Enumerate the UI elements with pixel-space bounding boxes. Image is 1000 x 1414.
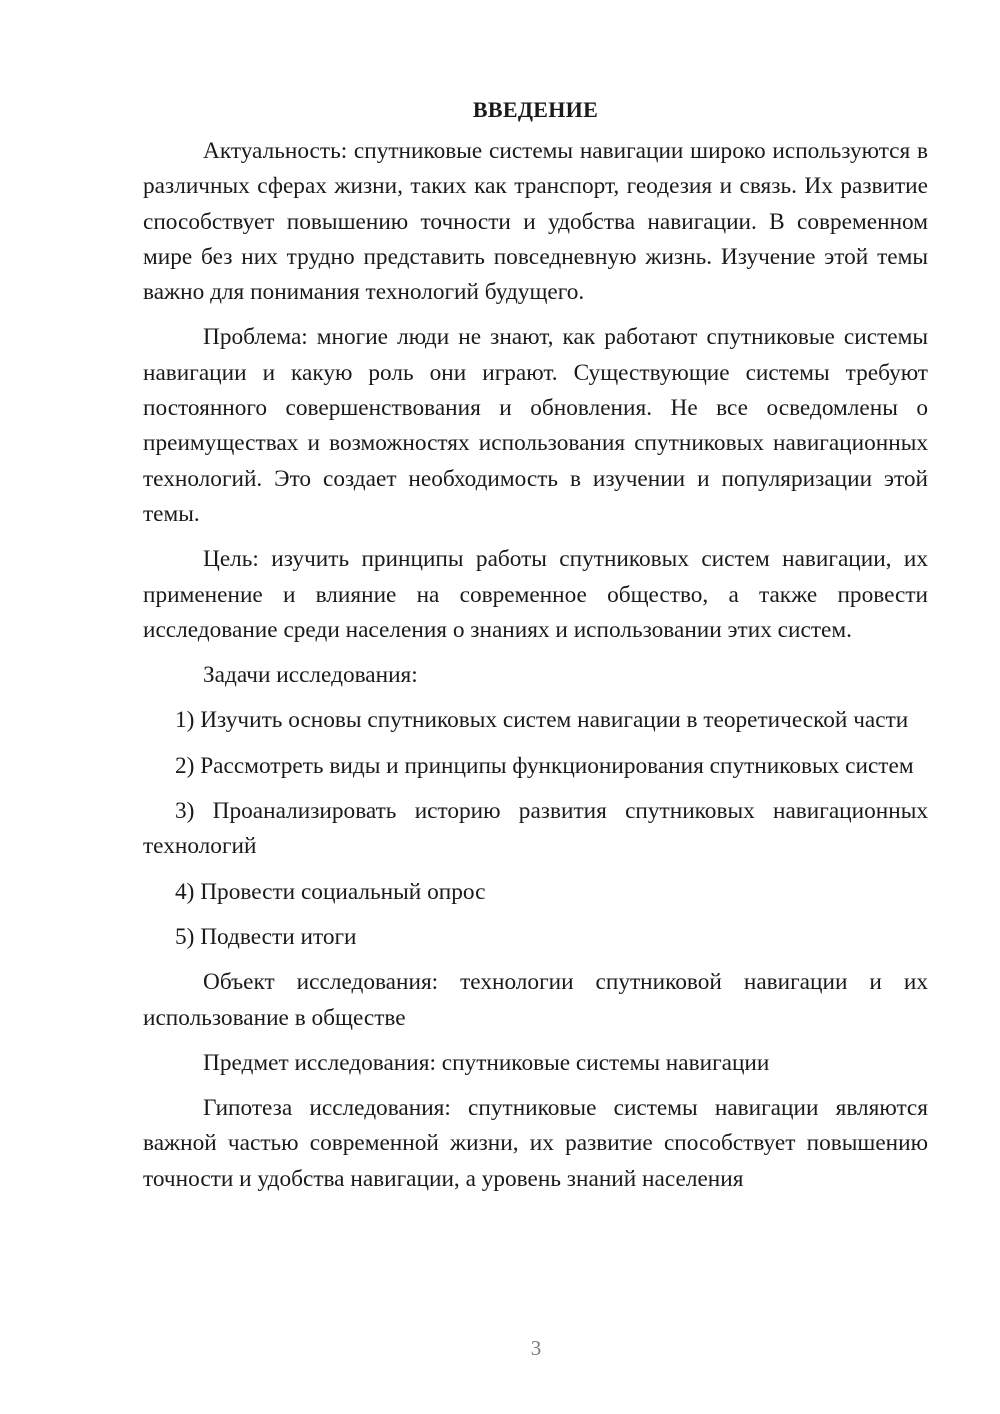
page-number: 3: [530, 1336, 542, 1360]
paragraph-problem: Проблема: многие люди не знают, как работают спутниковые системы навигации и какую роль они играют. Существующие системы требуют постоянного совершенствования и обновления. Не все осведомлены о преимуществах и возможностях использования спутниковых навигационных технологий. Это создает необходимость в изучении и популяризации этой темы.: [143, 324, 928, 527]
task-item-5: 5) Подвести итоги: [175, 923, 357, 950]
task-item-3: 3) Проанализировать историю развития спутниковых навигационных технологий: [143, 798, 928, 860]
paragraph-relevance: Актуальность: спутниковые системы навигации широко используются в различных сферах жизни, таких как транспорт, геодезия и связь. Их развитие способствует повышению точности и удобства навигации. В современном мире без них трудно представить повседневную жизнь. Изучение этой темы важно для понимания технологий будущего.: [143, 138, 928, 306]
task-item-1: 1) Изучить основы спутниковых систем навигации в теоретической части: [175, 707, 909, 734]
tasks-heading: Задачи исследования:: [203, 662, 418, 689]
task-item-4: 4) Провести социальный опрос: [175, 878, 486, 905]
paragraph-goal: Цель: изучить принципы работы спутниковых систем навигации, их применение и влияние на современное общество, а также провести исследование среди населения о знаниях и использовании этих систем.: [143, 546, 928, 643]
paragraph-subject: Предмет исследования: спутниковые системы навигации: [203, 1049, 770, 1076]
document-page: [143, 92, 928, 1207]
paragraph-hypothesis: Гипотеза исследования: спутниковые системы навигации являются важной частью современной жизни, их развитие способствует повышению точности и удобства навигации, а уровень знаний населения: [143, 1095, 928, 1192]
task-item-2: 2) Рассмотреть виды и принципы функционирования спутниковых систем: [175, 752, 914, 779]
page-title: ВВЕДЕНИЕ: [472, 97, 599, 122]
paragraph-object: Объект исследования: технологии спутниковой навигации и их использование в обществе: [143, 969, 928, 1031]
